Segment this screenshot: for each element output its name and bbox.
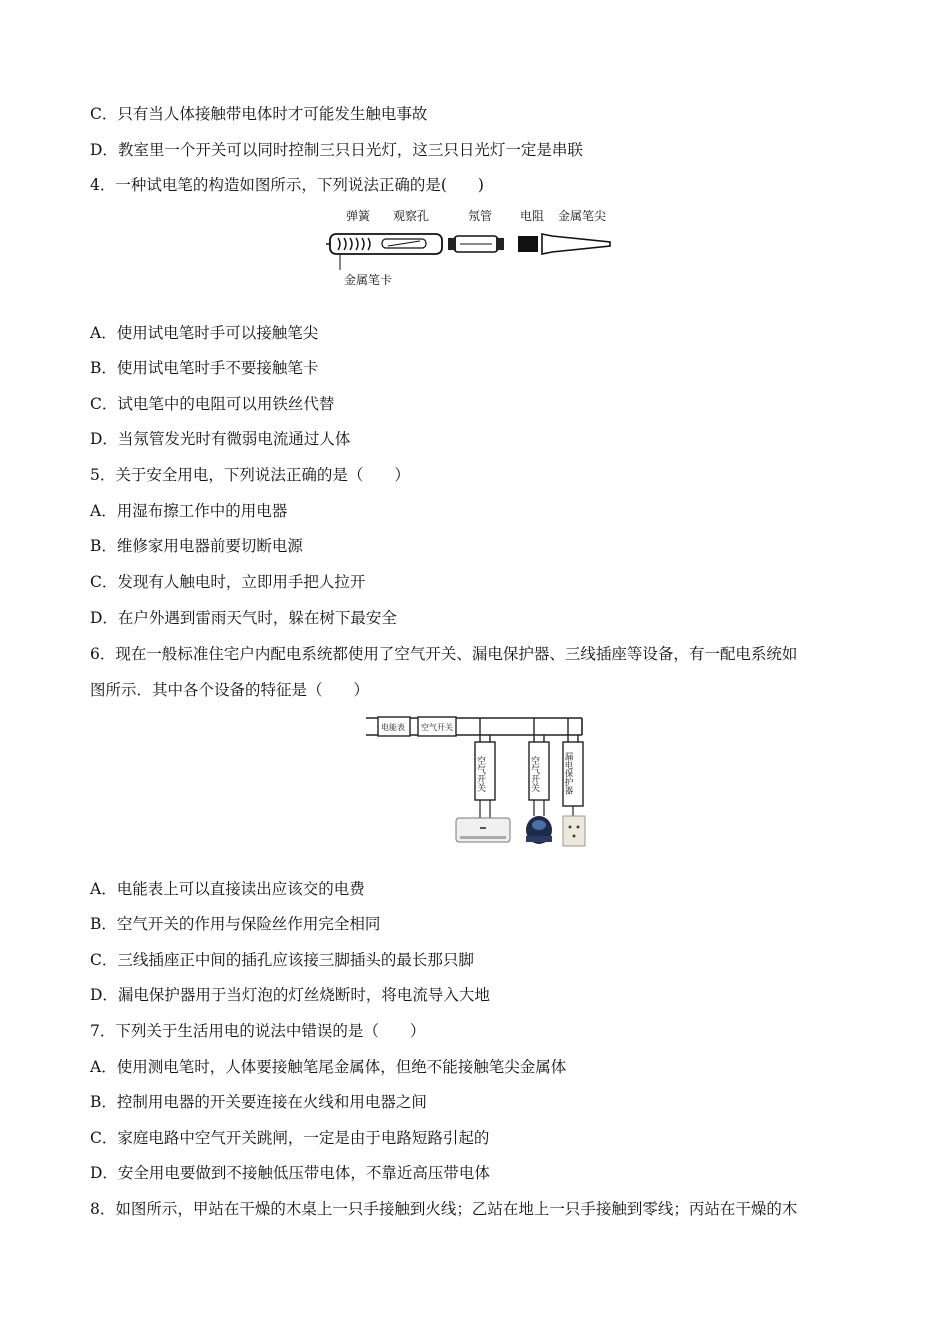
air-conditioner-icon: [456, 818, 510, 842]
q4-stem: 4．一种试电笔的构造如图所示，下列说法正确的是( ): [90, 176, 484, 194]
leak-protector-box: [563, 742, 583, 806]
q6-stem-line-1: 6．现在一般标准住宅户内配电系统都使用了空气开关、漏电保护器、三线插座等设备，有一配电系统如: [90, 645, 798, 663]
q5-stem: 5．关于安全用电，下列说法正确的是（ ）: [90, 466, 410, 484]
q6-option-d: D．漏电保护器用于当灯泡的灯丝烧断时，将电流导入大地: [90, 986, 490, 1004]
q7-option-c: C．家庭电路中空气开关跳闸，一定是由于电路短路引起的: [90, 1129, 490, 1147]
distribution-panel-figure: [362, 712, 592, 852]
q5-option-a: A．用湿布擦工作中的用电器: [90, 502, 288, 520]
q4-option-a: A．使用试电笔时手可以接触笔尖: [90, 324, 319, 342]
svg-text:空气开关: 空气开关: [421, 723, 453, 732]
branch-switch-2-label: 空气开关: [529, 756, 539, 792]
main-switch-box: [418, 717, 456, 736]
q7-option-b: B．控制用电器的开关要连接在火线和用电器之间: [90, 1093, 427, 1111]
test-pen-figure: [320, 200, 630, 295]
label-neon: 氖管: [468, 209, 493, 223]
q7-option-d: D．安全用电要做到不接触低压带电体，不靠近高压带电体: [90, 1164, 490, 1182]
q6-option-c: C．三线插座正中间的插孔应该接三脚插头的最长那只脚: [90, 951, 474, 969]
q6-option-a: A．电能表上可以直接读出应该交的电费: [90, 880, 365, 898]
q5-option-d: D．在户外遇到雷雨天气时，躲在树下最安全: [90, 609, 397, 627]
neon-tube: [448, 236, 504, 252]
meter-box: [378, 717, 410, 736]
water-heater-icon: [526, 816, 552, 844]
leak-protector-label: 漏电保护器: [563, 752, 573, 795]
q6-option-b: B．空气开关的作用与保险丝作用完全相同: [90, 915, 381, 933]
label-window: 观察孔: [393, 209, 430, 223]
label-clip: 金属笔卡: [344, 273, 393, 287]
q3-option-d: D．教室里一个开关可以同时控制三只日光灯，这三只日光灯一定是串联: [90, 141, 583, 159]
q5-option-c: C．发现有人触电时，立即用手把人拉开: [90, 573, 366, 591]
pen-body-barrel: [326, 234, 442, 270]
q5-option-b: B．维修家用电器前要切断电源: [90, 537, 303, 555]
metal-tip: [542, 234, 610, 254]
q7-stem: 7．下列关于生活用电的说法中错误的是（ ）: [90, 1022, 426, 1040]
q4-option-d: D．当氖管发光时有微弱电流通过人体: [90, 430, 351, 448]
q4-option-b: B．使用试电笔时手不要接触笔卡: [90, 359, 319, 377]
branch-switch-2-box: [529, 742, 549, 800]
q6-stem-line-2: 图所示．其中各个设备的特征是（ ）: [90, 681, 370, 699]
svg-text:电能表: 电能表: [381, 723, 405, 732]
wall-socket-icon: [563, 816, 585, 846]
q3-option-c: C．只有当人体接触带电体时才可能发生触电事故: [90, 105, 428, 123]
label-resistor: 电阻: [520, 209, 545, 223]
resistor-block: [518, 236, 538, 252]
q7-option-a: A．使用测电笔时，人体要接触笔尾金属体，但绝不能接触笔尖金属体: [90, 1058, 567, 1076]
q4-option-c: C．试电笔中的电阻可以用铁丝代替: [90, 395, 335, 413]
branch-switch-1-box: [475, 742, 495, 800]
branch-switch-1-label: 空气开关: [475, 756, 485, 792]
q8-stem: 8．如图所示，甲站在干燥的木桌上一只手接触到火线；乙站在地上一只手接触到零线；丙站在干燥的木: [90, 1200, 798, 1218]
label-spring: 弹簧: [346, 209, 371, 223]
label-tip: 金属笔尖: [558, 209, 607, 223]
